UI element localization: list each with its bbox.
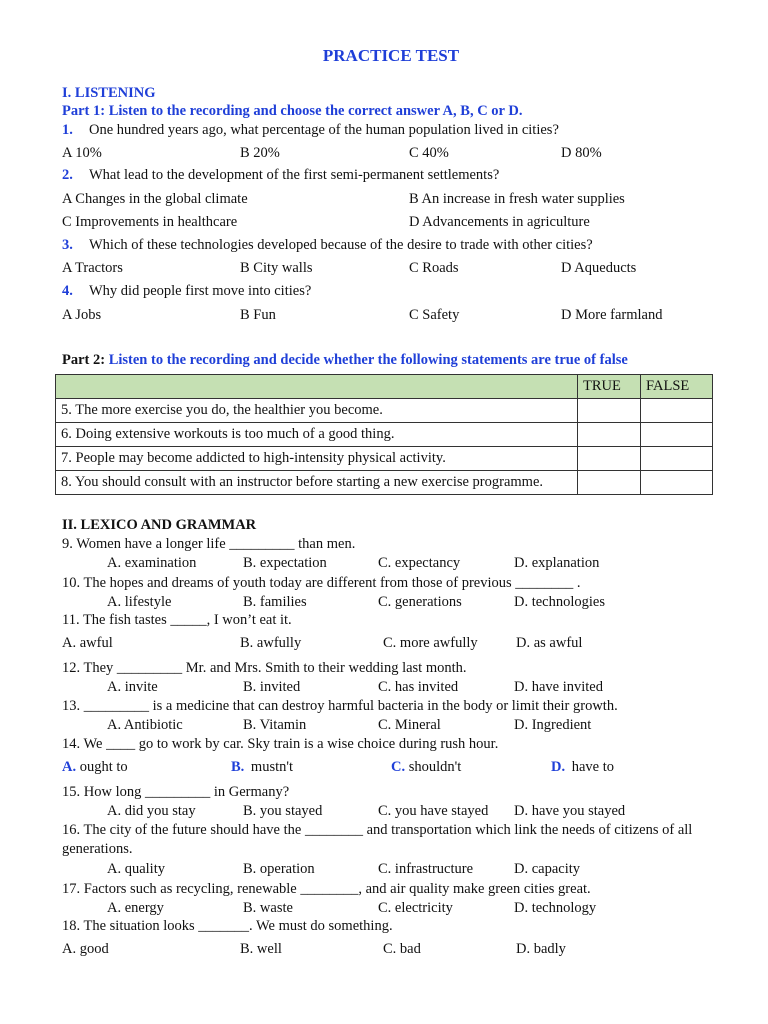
- option-letter: B.: [231, 759, 245, 775]
- question-text: 14. We ____ go to work by car. Sky train is a wise choice during rush hour.: [62, 736, 499, 752]
- true-cell[interactable]: [578, 399, 641, 423]
- table-header-false: FALSE: [641, 375, 713, 399]
- part2-title: Listen to the recording and decide whether the following statements are true of false: [108, 352, 628, 368]
- option-b: B City walls: [240, 260, 313, 276]
- question-text: 16. The city of the future should have the ________ and transportation which link the needs of citizens of all: [62, 822, 693, 838]
- option-d: D Advancements in agriculture: [409, 214, 590, 230]
- true-cell[interactable]: [578, 423, 641, 447]
- option-c: C. more awfully: [383, 635, 478, 651]
- option-d: D 80%: [561, 145, 602, 161]
- option-d: [551, 759, 614, 776]
- option-b: B. expectation: [243, 555, 327, 571]
- question-text: 10. The hopes and dreams of youth today are different from those of previous ________ .: [62, 575, 581, 591]
- option-c: C. bad: [383, 941, 421, 957]
- option-c: C. generations: [378, 594, 462, 610]
- false-cell[interactable]: [641, 471, 713, 495]
- option-c: C. infrastructure: [378, 861, 474, 877]
- option-text: shouldn't: [408, 759, 462, 775]
- option-c: C 40%: [409, 145, 449, 161]
- true-cell[interactable]: [578, 471, 641, 495]
- question-text: 9. Women have a longer life _________ than men.: [62, 536, 356, 552]
- option-a: [62, 759, 128, 776]
- option-c: C Improvements in healthcare: [62, 214, 238, 230]
- option-d: D. explanation: [514, 555, 600, 571]
- question-number: 1.: [62, 122, 73, 138]
- table-header-statement: [56, 375, 578, 399]
- false-cell[interactable]: [641, 423, 713, 447]
- option-a: A. lifestyle: [107, 594, 172, 610]
- part2-label: Part 2:: [62, 352, 106, 368]
- option-d: D Aqueducts: [561, 260, 637, 276]
- option-b: B. you stayed: [243, 803, 323, 819]
- option-d: D. capacity: [514, 861, 581, 877]
- option-a: A. Antibiotic: [107, 717, 183, 733]
- option-c: C. you have stayed: [378, 803, 489, 819]
- question-text: 11. The fish tastes _____, I won’t eat it.: [62, 612, 292, 628]
- true-cell[interactable]: [578, 447, 641, 471]
- option-c: C Roads: [409, 260, 459, 276]
- option-c: C. has invited: [378, 679, 459, 695]
- option-a: A. did you stay: [107, 803, 196, 819]
- option-b: B. families: [243, 594, 307, 610]
- option-d: D. have you stayed: [514, 803, 626, 819]
- table-row: [56, 471, 713, 495]
- table-header-row: [56, 375, 713, 399]
- option-d: D More farmland: [561, 307, 663, 323]
- listening-heading: I. LISTENING: [62, 85, 156, 101]
- option-d: D. as awful: [516, 635, 583, 651]
- part2-heading: [62, 352, 628, 369]
- option-b: B. invited: [243, 679, 301, 695]
- option-b: B 20%: [240, 145, 280, 161]
- question-text: What lead to the development of the first semi-permanent settlements?: [89, 167, 500, 183]
- option-c: C. expectancy: [378, 555, 461, 571]
- false-cell[interactable]: [641, 447, 713, 471]
- option-letter: D.: [551, 759, 566, 775]
- table-row: [56, 399, 713, 423]
- question-number: 2.: [62, 167, 73, 183]
- option-b: B Fun: [240, 307, 276, 323]
- question-text-continued: generations.: [62, 841, 133, 857]
- option-a: A. energy: [107, 900, 164, 916]
- option-d: D. Ingredient: [514, 717, 592, 733]
- option-text: have to: [571, 759, 615, 775]
- option-b: B. well: [240, 941, 282, 957]
- option-d: D. technology: [514, 900, 597, 916]
- option-d: D. have invited: [514, 679, 603, 695]
- option-text: mustn't: [250, 759, 294, 775]
- option-a: A Tractors: [62, 260, 123, 276]
- question-text: 13. _________ is a medicine that can destroy harmful bacteria in the body or limit their growth.: [62, 698, 618, 714]
- statement-cell: 8. You should consult with an instructor before starting a new exercise programme.: [56, 471, 578, 495]
- option-a: A Changes in the global climate: [62, 191, 248, 207]
- statement-cell: 7. People may become addicted to high-intensity physical activity.: [56, 447, 578, 471]
- question-text: 17. Factors such as recycling, renewable ________, and air quality make green cities great.: [62, 881, 591, 897]
- option-b: [231, 759, 293, 776]
- statement-cell: 5. The more exercise you do, the healthier you become.: [56, 399, 578, 423]
- option-a: A. invite: [107, 679, 158, 695]
- false-cell[interactable]: [641, 399, 713, 423]
- table-row: [56, 423, 713, 447]
- statement-cell: 6. Doing extensive workouts is too much of a good thing.: [56, 423, 578, 447]
- option-a: A. examination: [107, 555, 197, 571]
- option-letter: C.: [391, 759, 406, 775]
- question-number: 3.: [62, 237, 73, 253]
- option-b: B. operation: [243, 861, 315, 877]
- page-title: PRACTICE TEST: [322, 46, 460, 65]
- option-c: C. Mineral: [378, 717, 441, 733]
- option-text: ought to: [79, 759, 128, 775]
- option-b: B. Vitamin: [243, 717, 307, 733]
- option-letter: A.: [62, 759, 77, 775]
- table-header-true: TRUE: [578, 375, 641, 399]
- option-b: B. awfully: [240, 635, 302, 651]
- grammar-heading: II. LEXICO AND GRAMMAR: [62, 517, 257, 533]
- option-d: D. badly: [516, 941, 566, 957]
- question-number: 4.: [62, 283, 73, 299]
- option-a: A. quality: [107, 861, 165, 877]
- question-text: Why did people first move into cities?: [89, 283, 312, 299]
- table-row: [56, 447, 713, 471]
- question-text: 15. How long _________ in Germany?: [62, 784, 290, 800]
- option-b: B An increase in fresh water supplies: [409, 191, 625, 207]
- option-c: C. electricity: [378, 900, 453, 916]
- question-text: Which of these technologies developed because of the desire to trade with other cities?: [89, 237, 593, 253]
- option-a: A 10%: [62, 145, 102, 161]
- option-a: A. awful: [62, 635, 113, 651]
- question-text: 18. The situation looks _______. We must do something.: [62, 918, 393, 934]
- option-b: B. waste: [243, 900, 293, 916]
- option-c: C Safety: [409, 307, 460, 323]
- question-text: One hundred years ago, what percentage of the human population lived in cities?: [89, 122, 559, 138]
- part1-title: Part 1: Listen to the recording and choose the correct answer A, B, C or D.: [62, 103, 523, 119]
- option-a: A Jobs: [62, 307, 102, 323]
- true-false-table: [55, 374, 713, 495]
- option-a: A. good: [62, 941, 109, 957]
- question-text: 12. They _________ Mr. and Mrs. Smith to their wedding last month.: [62, 660, 467, 676]
- option-d: D. technologies: [514, 594, 606, 610]
- option-c: [391, 759, 461, 776]
